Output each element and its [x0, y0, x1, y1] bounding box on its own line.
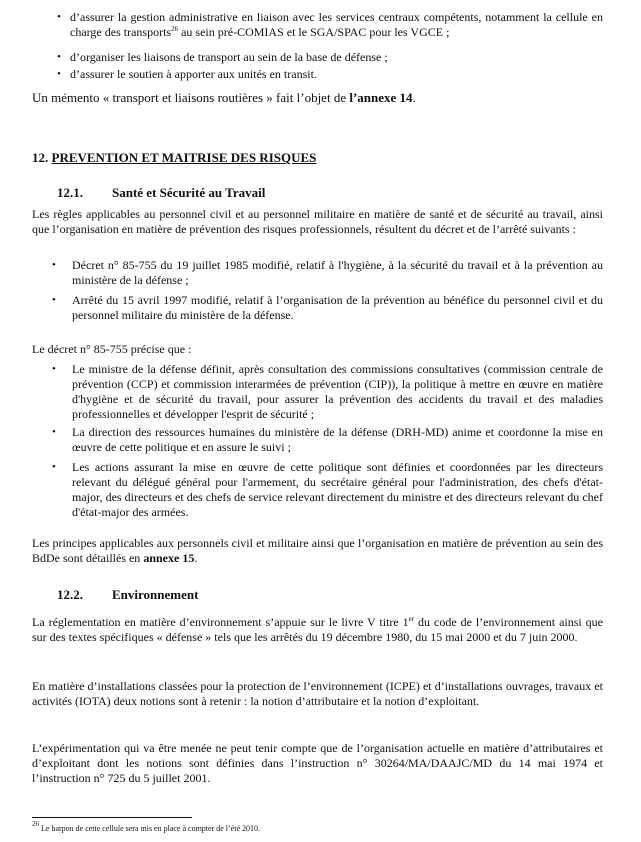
bullet-icon: •: [57, 51, 61, 63]
list-item: La direction des ressources humaines du ministère de la défense (DRH-MD) anime et coordonne la mise en œuvre de cette politique et en assure le suivi ;: [72, 425, 603, 454]
subsection-title: Environnement: [112, 587, 199, 602]
footnote-ref[interactable]: 26: [171, 25, 179, 33]
bullet-icon: •: [52, 426, 56, 438]
list-item: d’organiser les liaisons de transport au sein de la base de défense ;: [70, 50, 388, 64]
footnote-divider: [32, 817, 192, 818]
list-item: Les actions assurant la mise en œuvre de cette politique sont définies et coordonnées par les directeurs relevant du délégué général pour l'armement, du secrétaire général pour l'administration, des chefs d'état-major, des directeurs et des chefs de service relevant directement du ministre et des directeurs relevant du chef d'état-major des armées.: [72, 460, 603, 519]
subsection-title: Santé et Sécurité au Travail: [112, 185, 266, 200]
memento-paragraph: Un mémento « transport et liaisons routières » fait l’objet de l’annexe 14.: [32, 90, 416, 105]
list-item: Le ministre de la défense définit, après consultation des commissions consultatives (commission centrale de prévention (CCP) et commission interarmées de prévention (CIP)), la politique à mettre en œuvre en matière d'hygiène et de sécurité du travail, pour assurer la prévention des accidents du travail et des maladies professionnelles et développer l'esprit de sécurité ;: [72, 362, 603, 421]
bullet-icon: •: [52, 294, 56, 306]
paragraph: Le décret n° 85-755 précise que :: [32, 342, 192, 356]
bullet-icon: •: [52, 461, 56, 473]
subsection-number: 12.2.: [57, 587, 83, 602]
subsection-number: 12.1.: [57, 185, 83, 200]
list-item: Arrêté du 15 avril 1997 modifié, relatif à l’organisation de la prévention au bénéfice du personnel civil et du personnel militaire du ministère de la défense.: [72, 293, 603, 322]
bullet-icon: •: [52, 259, 56, 271]
footnote: $^{26}$ Le harpon de cette cellule sera mis en place à compter de l’été 2010.: [32, 820, 261, 833]
list-item: d’assurer la gestion administrative en liaison avec les services centraux compétents, notamment la cellule en charge des transports$^{26}$ au sein pré-COMIAS et le SGA/SPAC pour les VGCE ;: [70, 10, 603, 39]
bullet-icon: •: [52, 363, 56, 375]
list-item: Décret n° 85-755 du 19 juillet 1985 modifié, relatif à l'hygiène, à la sécurité du travail et à la prévention au ministère de la défense ;: [72, 258, 603, 287]
paragraph: La réglementation en matière d’environnement s’appuie sur le livre V titre 1er du code de l’environnement ainsi que sur des textes spécifiques « défense » tels que les arrêtés du 19 décembre 1980, du 15 mai 2000 et du 7 juin 2000.: [32, 615, 603, 644]
list-item: d’assurer le soutien à apporter aux unités en transit.: [70, 67, 317, 81]
paragraph: L’expérimentation qui va être menée ne peut tenir compte que de l’organisation actuelle en matière d’attributaires et d’exploitant dont les notions sont définies dans l’instruction n° 30264/MA/DAAJC/MD du 14 mai 1974 et l’instruction n° 725 du 5 juillet 2001.: [32, 741, 603, 785]
section-heading: 12. PREVENTION ET MAITRISE DES RISQUES: [32, 150, 317, 165]
bullet-icon: •: [57, 11, 61, 23]
bullet-icon: •: [57, 68, 61, 80]
paragraph: Les principes applicables aux personnels civil et militaire ainsi que l’organisation en matière de prévention au sein des BdDe sont détaillés en annexe 15.: [32, 536, 603, 565]
paragraph: Les règles applicables au personnel civil et au personnel militaire en matière de santé et de sécurité au travail, ainsi que l’organisation en matière de prévention des risques professionnels, résultent du décret et de l’arrêté suivants :: [32, 207, 603, 236]
paragraph: En matière d’installations classées pour la protection de l’environnement (ICPE) et d’installations ouvrages, travaux et activités (IOTA) deux notions sont à retenir : la notion d’attributaire et la notion d’exploitant.: [32, 679, 603, 708]
